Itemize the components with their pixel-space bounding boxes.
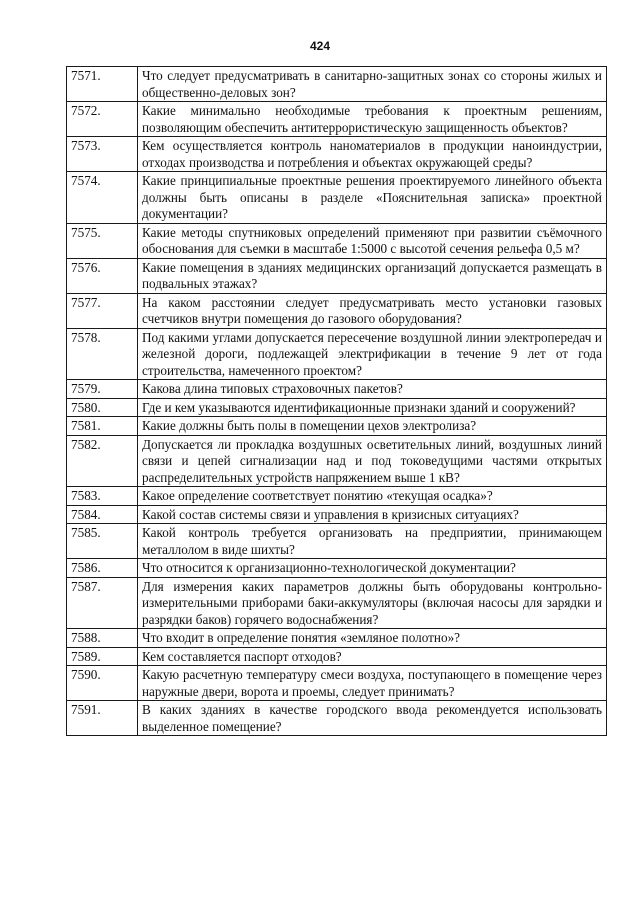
question-text: Что относится к организационно-технологической документации? <box>138 559 607 578</box>
question-number: 7573. <box>67 137 138 172</box>
question-number: 7583. <box>67 487 138 506</box>
table-row <box>67 293 607 328</box>
question-text: Что следует предусматривать в санитарно-защитных зонах со стороны жилых и общественно-деловых зон? <box>138 67 607 102</box>
question-number: 7585. <box>67 524 138 559</box>
table-row <box>67 417 607 436</box>
question-number: 7579. <box>67 380 138 399</box>
table-row <box>67 559 607 578</box>
page-number: 424 <box>309 39 331 53</box>
table-row <box>67 102 607 137</box>
table-row <box>67 398 607 417</box>
question-text: Какие должны быть полы в помещении цехов электролиза? <box>138 417 607 436</box>
question-number: 7574. <box>67 172 138 224</box>
table-row <box>67 629 607 648</box>
table-row <box>67 666 607 701</box>
question-number: 7590. <box>67 666 138 701</box>
question-text: Для измерения каких параметров должны быть оборудованы контрольно-измерительными приборами баки-аккумуляторы (включая насосы для зарядки и разрядки баков) горячего водоснабжения? <box>138 577 607 629</box>
question-text: Какое определение соответствует понятию «текущая осадка»? <box>138 487 607 506</box>
question-number: 7584. <box>67 505 138 524</box>
table-row <box>67 137 607 172</box>
question-number: 7587. <box>67 577 138 629</box>
question-number: 7578. <box>67 328 138 380</box>
table-row <box>67 435 607 487</box>
question-text: Допускается ли прокладка воздушных осветительных линий, воздушных линий связи и цепей сигнализации над и под токоведущими частями открытых распределительных устройств напряжением выше 1 кВ? <box>138 435 607 487</box>
table-row <box>67 524 607 559</box>
question-number: 7576. <box>67 258 138 293</box>
question-text: Под какими углами допускается пересечение воздушной линии электропередач и железной дороги, подлежащей электрификации в течение 9 лет от года строительства, намеченного проектом? <box>138 328 607 380</box>
question-number: 7591. <box>67 701 138 736</box>
question-text: В каких зданиях в качестве городского ввода рекомендуется использовать выделенное помещение? <box>138 701 607 736</box>
table-row <box>67 258 607 293</box>
question-text: Где и кем указываются идентификационные признаки зданий и сооружений? <box>138 398 607 417</box>
table-row <box>67 577 607 629</box>
table-row <box>67 380 607 399</box>
table-row <box>67 487 607 506</box>
question-number: 7580. <box>67 398 138 417</box>
question-number: 7577. <box>67 293 138 328</box>
question-text: Кем составляется паспорт отходов? <box>138 647 607 666</box>
question-text: Что входит в определение понятия «земляное полотно»? <box>138 629 607 648</box>
question-text: Какие помещения в зданиях медицинских организаций допускается размещать в подвальных этажах? <box>138 258 607 293</box>
question-text: Какие принципиальные проектные решения проектируемого линейного объекта должны быть описаны в разделе «Пояснительная записка» проектной документации? <box>138 172 607 224</box>
table-row <box>67 505 607 524</box>
question-text: Какова длина типовых страховочных пакетов? <box>138 380 607 399</box>
table-row <box>67 701 607 736</box>
question-text: Какой контроль требуется организовать на предприятии, принимающем металлолом в виде шихты? <box>138 524 607 559</box>
question-number: 7572. <box>67 102 138 137</box>
question-text: На каком расстоянии следует предусматривать место установки газовых счетчиков внутри помещения до газового оборудования? <box>138 293 607 328</box>
question-text: Какую расчетную температуру смеси воздуха, поступающего в помещение через наружные двери, ворота и проемы, следует принимать? <box>138 666 607 701</box>
table-row <box>67 223 607 258</box>
question-number: 7588. <box>67 629 138 648</box>
questions-table-body <box>67 67 607 736</box>
table-row <box>67 328 607 380</box>
question-number: 7586. <box>67 559 138 578</box>
question-text: Какие минимально необходимые требования к проектным решениям, позволяющим обеспечить антитеррористическую защищенность объектов? <box>138 102 607 137</box>
table-row <box>67 647 607 666</box>
question-number: 7571. <box>67 67 138 102</box>
question-text: Какие методы спутниковых определений применяют при развитии съёмочного обоснования для съемки в масштабе 1:5000 с высотой сечения рельефа 0,5 м? <box>138 223 607 258</box>
question-text: Кем осуществляется контроль наноматериалов в продукции наноиндустрии, отходах производства и потребления и объектах окружающей среды? <box>138 137 607 172</box>
question-text: Какой состав системы связи и управления в кризисных ситуациях? <box>138 505 607 524</box>
question-number: 7582. <box>67 435 138 487</box>
question-number: 7581. <box>67 417 138 436</box>
table-row <box>67 172 607 224</box>
table-row <box>67 67 607 102</box>
question-number: 7575. <box>67 223 138 258</box>
question-number: 7589. <box>67 647 138 666</box>
questions-table <box>66 66 607 736</box>
